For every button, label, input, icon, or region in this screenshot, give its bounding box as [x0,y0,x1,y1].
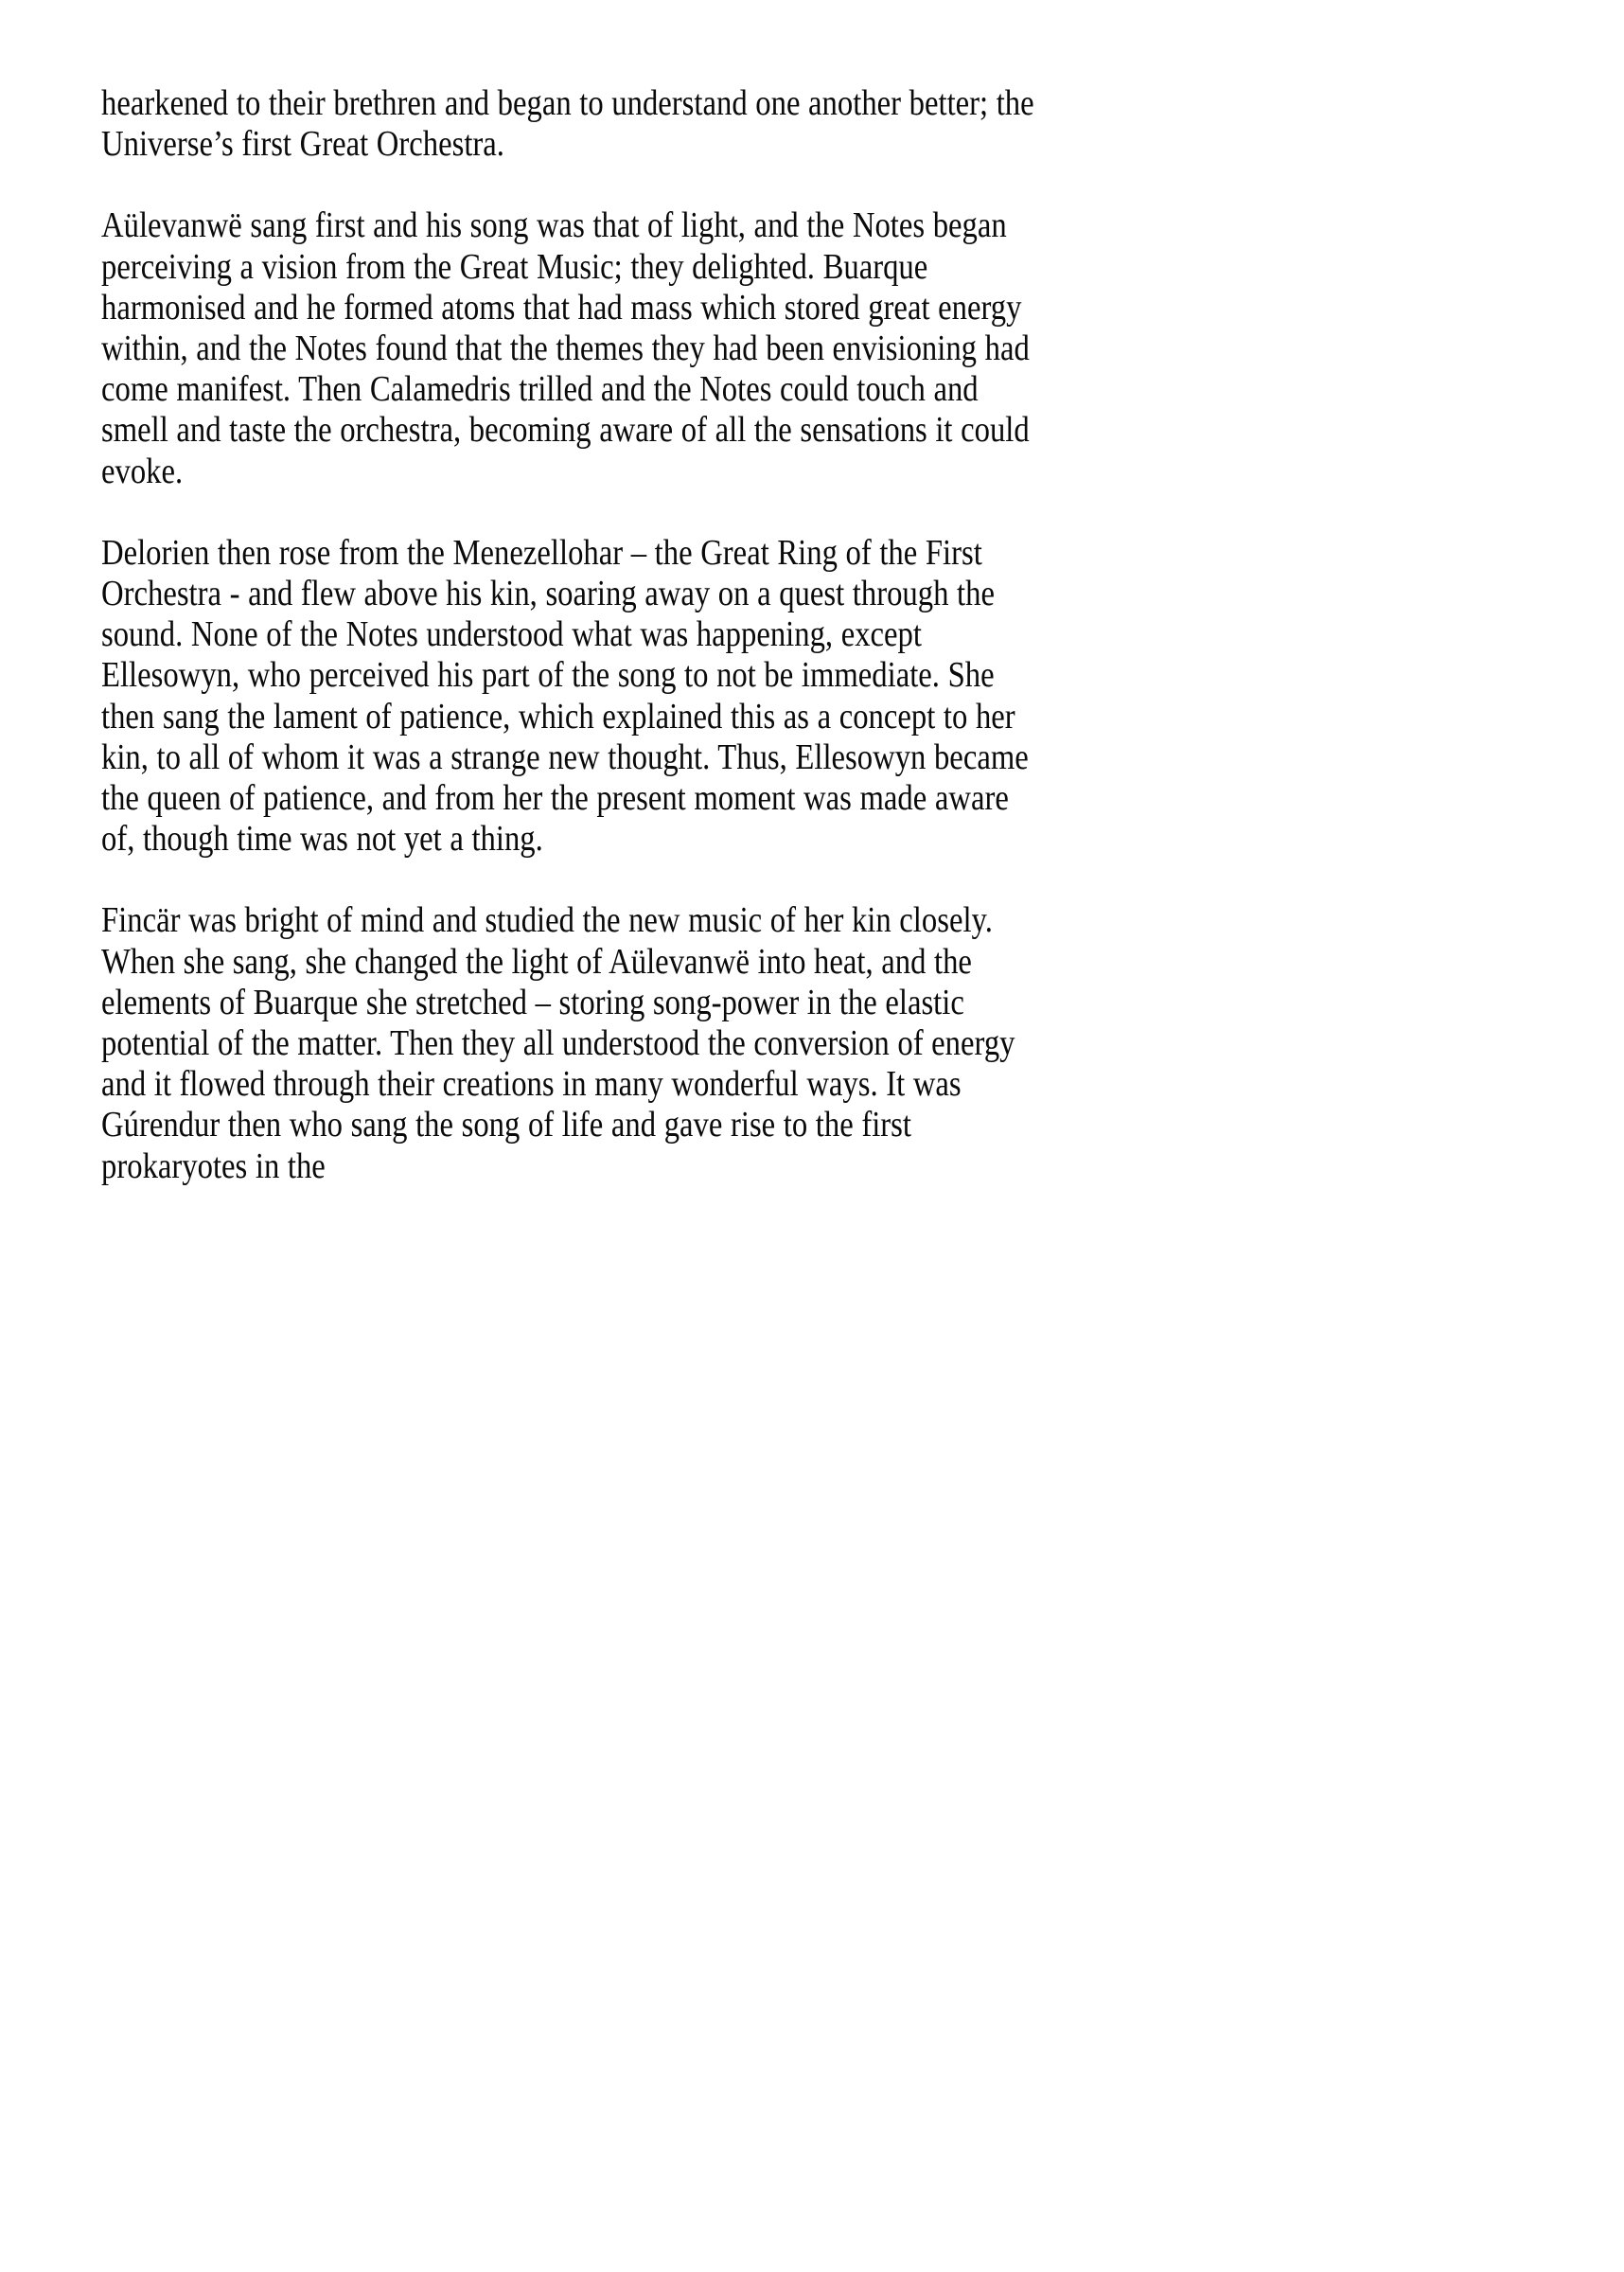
paragraph-4: Fincär was bright of mind and studied the new music of her kin closely. When she sang, she changed the light of Aülevanwë into heat, and the elements of Buarque she stretched – storing song-power in the elastic potential of the matter. Then they all understood the conversion of energy and it flowed through their creations in many wonderful ways. It was Gúrendur then who sang the song of life and gave rise to the first prokaryotes in the [101,900,1024,1186]
text-column [101,83,1048,1187]
paragraph-3: Delorien then rose from the Menezellohar – the Great Ring of the First Orchestra - and flew above his kin, soaring away on a quest through the sound. None of the Notes understood what was happening, except Ellesowyn, who perceived his part of the song to not be immediate. She then sang the lament of patience, which explained this as a concept to her kin, to all of whom it was a strange new thought. Thus, Ellesowyn became the queen of patience, and from her the present moment was made aware of, though time was not yet a thing. [101,532,1037,860]
paragraph-2: Aülevanwë sang first and his song was that of light, and the Notes began perceiving a vision from the Great Music; they delighted. Buarque harmonised and he formed atoms that had mass which stored great energy within, and the Notes found that the themes they had been envisioning had come manifest. Then Calamedris trilled and the Notes could touch and smell and taste the orchestra, becoming aware of all the sensations it could evoke. [101,205,1038,491]
paragraph-1: hearkened to their brethren and began to understand one another better; the Universe’s first Great Orchestra. [101,83,1043,165]
